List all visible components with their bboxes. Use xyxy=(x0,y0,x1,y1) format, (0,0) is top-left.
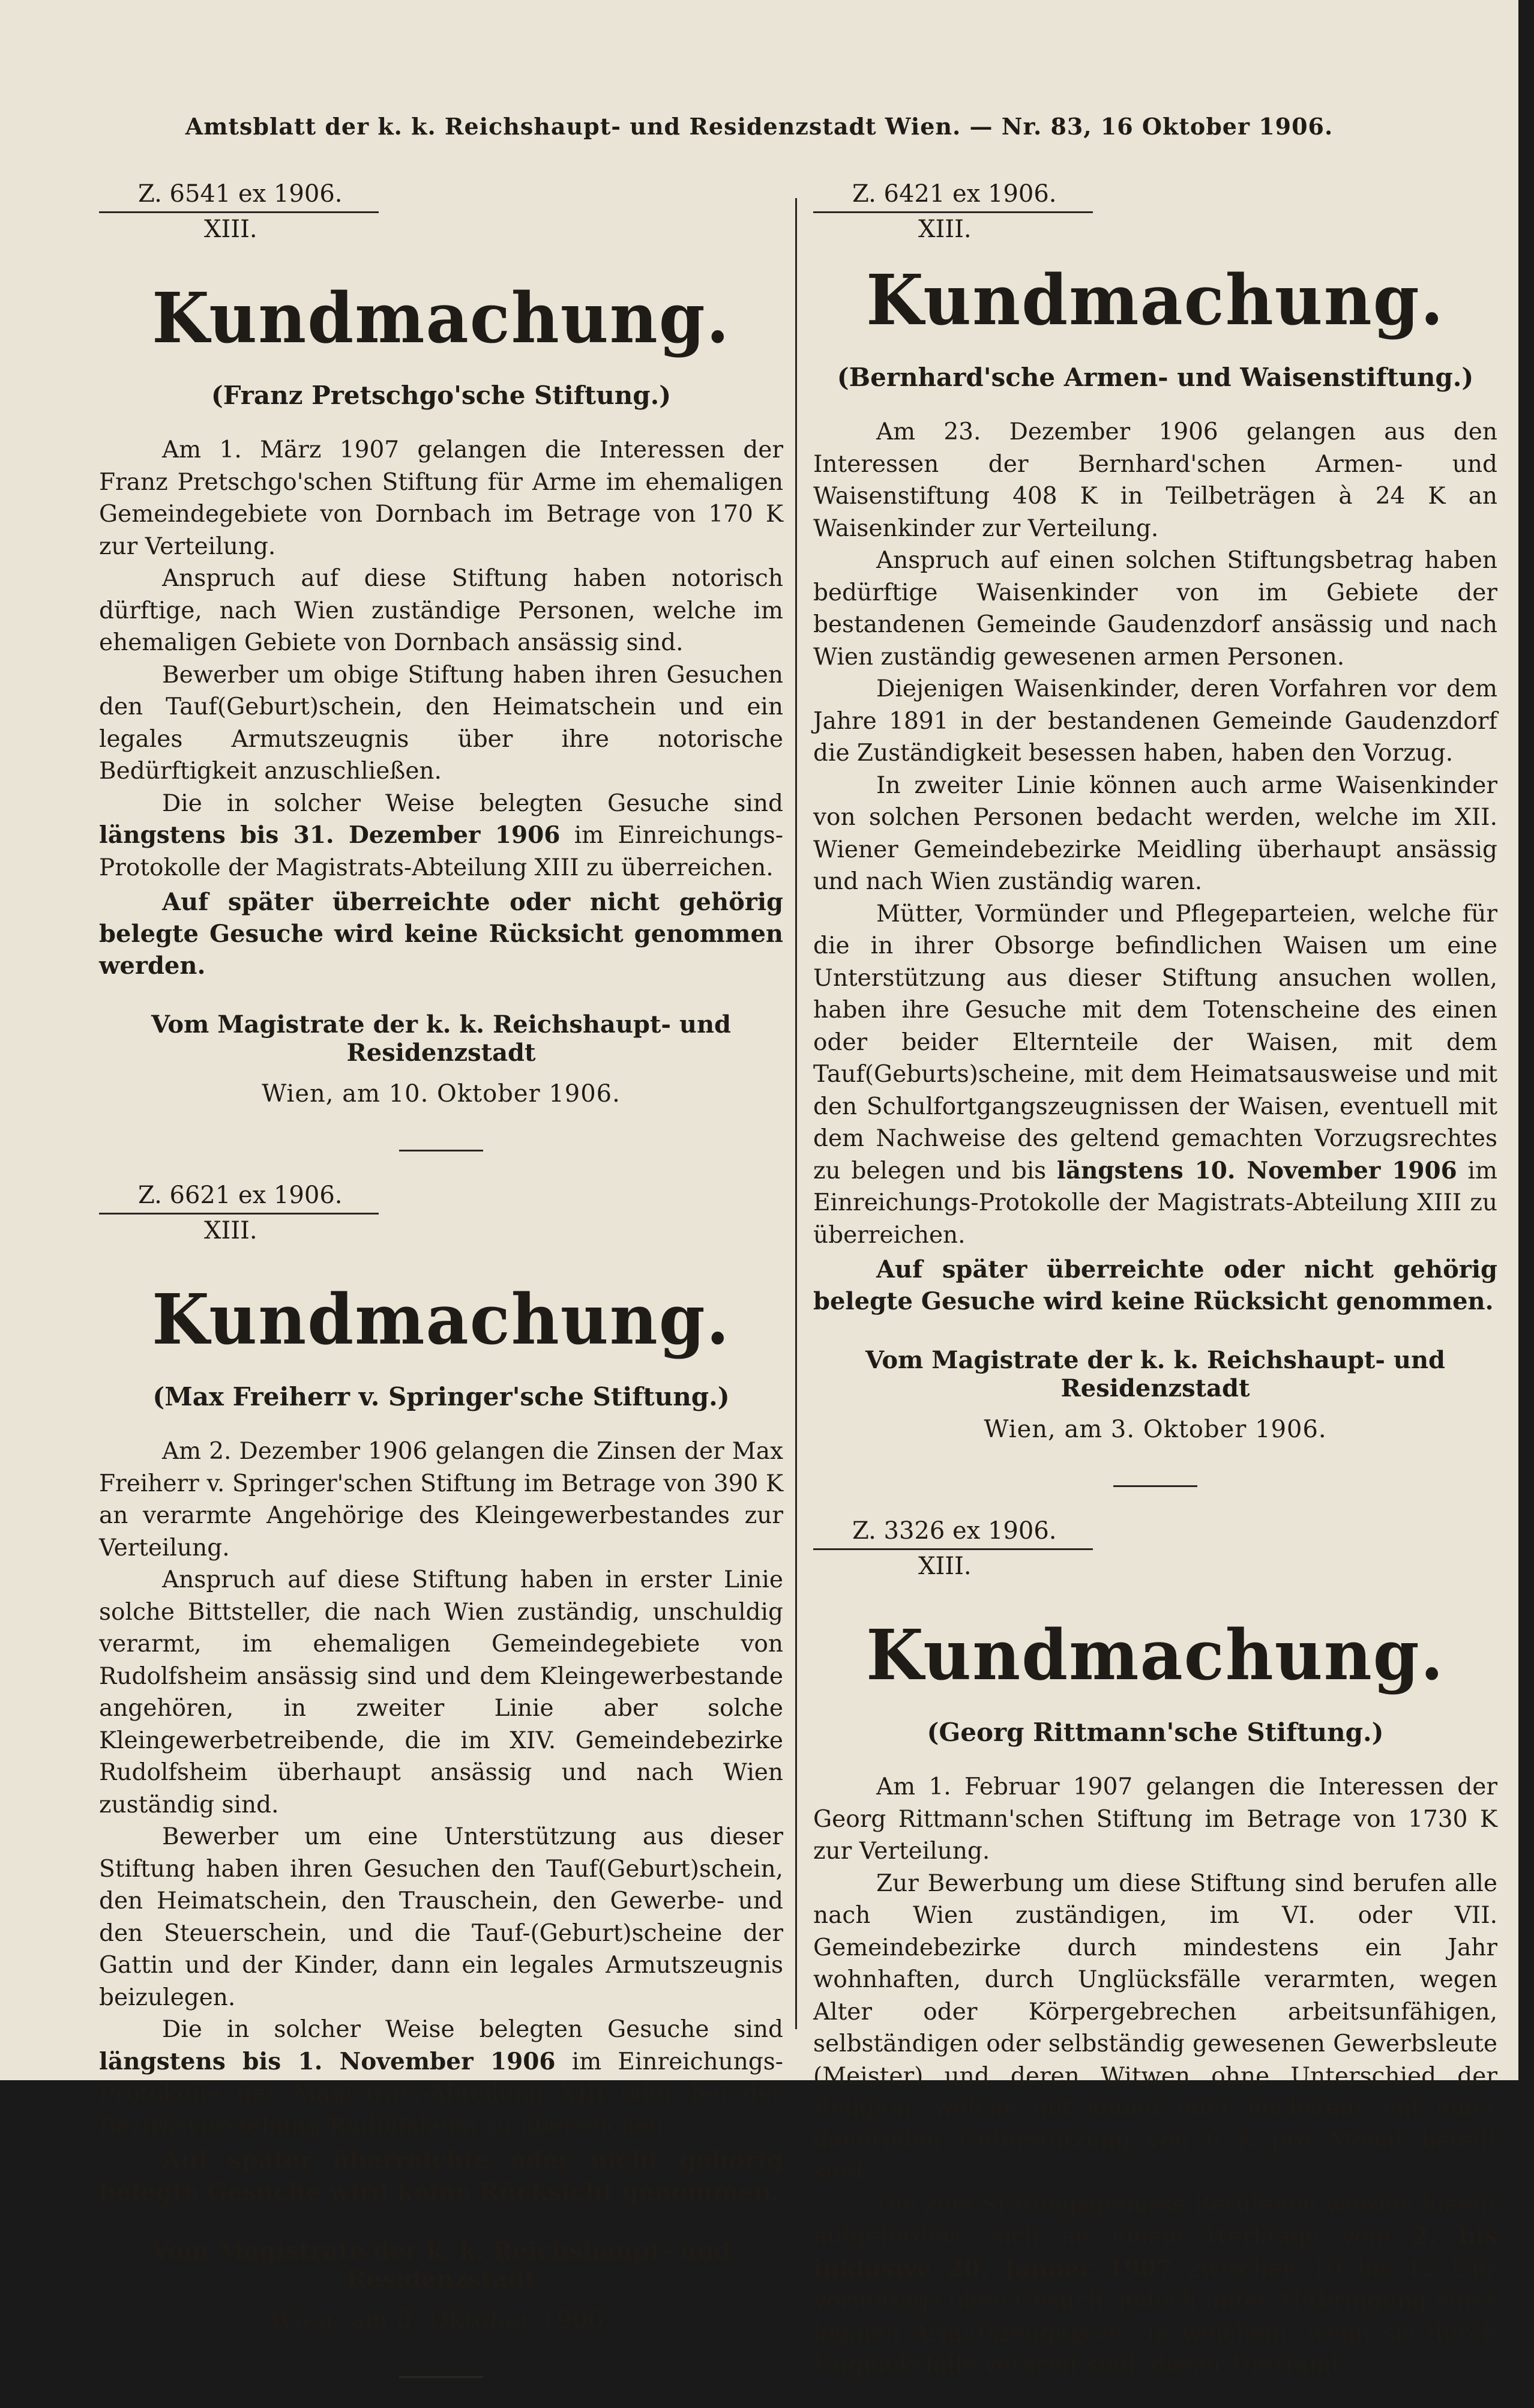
paragraph xyxy=(813,898,1497,1252)
reference-number: Z. 6621 ex 1906. xyxy=(99,1181,379,1215)
paragraph: Anspruch auf diese Stiftung haben in erster Linie solche Bittsteller, die nach Wien zuständig, unschuldig verarmt, im ehemaligen Gemeindegebiete von Rudolfsheim ansässig sind und dem Kleingewerbestande angehören, in zweiter Linie aber solche Kleingewerbetreibende, die im XIV. Gemeindebezirke Rudolfsheim überhaupt ansässig und nach Wien zuständig sind. xyxy=(99,1566,783,1818)
paragraph: Zur Bewerbung um diese Stiftung sind berufen alle nach Wien zuständigen, im VI. oder VII. Gemeindebezirke durch mindestens ein Jahr wohnhaften, durch Unglücksfälle verarmten, wegen Alter oder Körpergebrechen arbeitsunfähigen, selbständigen oder selbständig gewesenen Gewerbsleute (Meister) und deren Witwen ohne Unterschied der Religion, welche mit keiner oder höchstens mit einer dauernden Unterstützung von 6 K pro Monat beteilt sind. xyxy=(813,1869,1497,2186)
notice-title: Kundmachung. xyxy=(152,277,730,359)
department-number: XIII. xyxy=(918,1553,972,1580)
paragraph: Bewerber um eine Unterstützung aus dieser Stiftung haben ihren Gesuchen den Tauf(Geburt)schein, den Heimatschein, den Trauschein, den Gewerbe- und den Steuerschein, und die Tauf-(Geburt)scheine der Gattin und der Kinder, dann ein legales Armutszeugnis beizulegen. xyxy=(99,1823,783,2011)
text: Die in solcher Weise belegten Gesuche sind xyxy=(162,789,783,817)
notice-bernhard xyxy=(813,180,1497,1487)
paragraph: Am 1. März 1907 gelangen die Interessen der Franz Pretschgo'schen Stiftung für Arme im ehemaligen Gemeindegebiete von Dornbach im Betrage von 170 K zur Verteilung. xyxy=(99,436,783,560)
paragraph: Diejenigen Waisenkinder, deren Vorfahren vor dem Jahre 1891 in der bestandenen Gemeinde Gaudenzdorf die Zuständigkeit besessen haben, haben den Vorzug. xyxy=(813,675,1497,767)
warning-text: Auf später überreichte oder nicht gehörig belegte Gesuche wird keine Rücksicht genommen werden. xyxy=(99,888,783,980)
deadline: längstens bis 31. Dezember 1906 xyxy=(99,821,561,849)
paragraph: Am 23. Dezember 1906 gelangen aus den Interessen der Bernhard'schen Armen- und Waisenstiftung 408 K in Teilbeträgen à 24 K an Waisenkinder zur Verteilung. xyxy=(813,418,1497,542)
paragraph: Am 1. Februar 1907 gelangen die Interessen der Georg Rittmann'schen Stiftung im Betrage von 1730 K zur Verteilung. xyxy=(813,1773,1497,1865)
paragraph: Am 2. Dezember 1906 gelangen die Zinsen der Max Freiherr v. Springer'schen Stiftung im Betrage von 390 K an verarmte Angehörige des Kleingewerbestandes zur Verteilung. xyxy=(99,1438,783,1562)
notice-subtitle: (Bernhard'sche Armen- und Waisenstiftung.) xyxy=(837,363,1474,392)
text: im Einreichungs-Protokolle der Magistrats-Abteilung XIII oder bei der Bezirksvorstehung Rudolfsheim zu überreichen. xyxy=(99,2048,783,2140)
reference-number: Z. 3326 ex 1906. xyxy=(813,1517,1093,1550)
text: Die zum Stiftungsgenusse Berufenen werden hiemit aufgefordert, sich an einem Werktage vom xyxy=(813,2191,1497,2250)
notice-title: Kundmachung. xyxy=(866,1614,1445,1696)
text: im Einreichungs-Protokolle der Magistrats-Abteilung XIII zu überreichen. xyxy=(813,1157,1497,1249)
signature: Vom Magistrate der k. k. Reichshaupt- und Residenzstadt xyxy=(151,2237,732,2293)
reference-number: Z. 6541 ex 1906. xyxy=(99,180,379,213)
notice-springer xyxy=(99,1181,783,2378)
notice-title: Kundmachung. xyxy=(866,259,1445,341)
date-line: Wien, am 10. Oktober 1906. xyxy=(262,1080,621,1108)
deadline: längstens 10. November 1906 xyxy=(1056,1156,1457,1184)
paragraph: Anspruch auf diese Stiftung haben notorisch dürftige, nach Wien zuständige Personen, welche im ehemaligen Gebiete von Dornbach ansässig sind. xyxy=(99,565,783,656)
notice-title: Kundmachung. xyxy=(152,1278,730,1360)
left-column xyxy=(99,180,783,2408)
date-line: Wien, am 3. Oktober 1906. xyxy=(984,1416,1327,1443)
department-number: XIII. xyxy=(204,1217,257,1245)
separator-rule xyxy=(399,1150,483,1151)
paragraph xyxy=(813,2189,1497,2382)
notice-subtitle: (Max Freiherr v. Springer'sche Stiftung.) xyxy=(152,1382,730,1411)
reference-number: Z. 6421 ex 1906. xyxy=(813,180,1093,213)
right-column xyxy=(813,180,1497,2406)
deadline: längstens bis 1. November 1906 xyxy=(99,2047,556,2075)
page-header: Amtsblatt der k. k. Reichshaupt- und Residenzstadt Wien. — Nr. 83, 16 Oktober 1906. xyxy=(185,113,1334,140)
text: im Einreichungs-Protokolle der Magistrats-Abteilung XIII zu überreichen. xyxy=(99,822,783,881)
text: Mütter, Vormünder und Pflegeparteien, welche für die in ihrer Obsorge befindlichen Waisen um eine Unterstützung aus dieser Stiftung ansuchen wollen, haben ihre Gesuche mit dem Totenscheine des einen oder beider Elternteile der Waisen, mit dem Tauf(Geburts)scheine, mit dem Heimatsausweise und mit den Schulfortgangszeugnissen der Waisen, eventuell mit dem Nachweise des geltend gemachten Vorzugsrechtes zu belegen und bis xyxy=(813,900,1497,1184)
paragraph xyxy=(99,788,783,884)
department-number: XIII. xyxy=(204,216,257,243)
notice-pretschgo xyxy=(99,180,783,1151)
text: Die in solcher Weise belegten Gesuche sind xyxy=(162,2016,783,2043)
signature: Vom Magistrate der k. k. Reichshaupt- und Residenzstadt xyxy=(151,1010,732,1067)
signature: Vom Magistrate der k. k. Reichshaupt- und Residenzstadt xyxy=(865,1346,1446,1402)
text: zwischen 10 bis 12 Uhr vormittags ohne Gesuch, jedoch unter Mitbringung eines legalen Armutszeugnisses, in welchem, wenn sie durch Unglücksfälle verarmt sind, dieser Umstand xyxy=(813,2255,1497,2379)
warning-text: Auf später überreichte oder nicht gehörig belegte Gesuche wird keine Rücksicht genommen. xyxy=(99,2146,783,2206)
notice-subtitle: (Franz Pretschgo'sche Stiftung.) xyxy=(211,381,672,410)
column-divider xyxy=(795,198,797,2029)
paragraph: Anspruch auf einen solchen Stiftungsbetrag haben bedürftige Waisenkinder von im Gebiete der bestandenen Gemeinde Gaudenzdorf ansässig und nach Wien zuständig gewesenen armen Personen. xyxy=(813,547,1497,671)
paragraph: In zweiter Linie können auch arme Waisenkinder von solchen Personen bedacht werden, welche im XII. Wiener Gemeindebezirke Meidling überhaupt ansässig und nach Wien zuständig waren. xyxy=(813,771,1497,895)
warning-text: Auf später überreichte oder nicht gehörig belegte Gesuche wird keine Rücksicht genommen. xyxy=(813,1255,1497,1315)
date-line: Wien, am 8. Oktober 1906. xyxy=(269,2307,613,2334)
separator-rule xyxy=(399,2376,483,2378)
deadline: 2. bis inklusive 20. Jänner 1907 xyxy=(813,2222,1497,2283)
paragraph xyxy=(99,2014,783,2142)
department-number: XIII. xyxy=(918,216,972,243)
notice-subtitle: (Georg Rittmann'sche Stiftung.) xyxy=(927,1718,1384,1747)
separator-rule xyxy=(1113,1485,1197,1487)
notice-rittmann xyxy=(813,1517,1497,2382)
paragraph: Bewerber um obige Stiftung haben ihren Gesuchen den Tauf(Geburt)schein, den Heimatschein und ein legales Armutszeugnis über ihre notorische Bedürftigkeit anzuschließen. xyxy=(99,661,783,785)
